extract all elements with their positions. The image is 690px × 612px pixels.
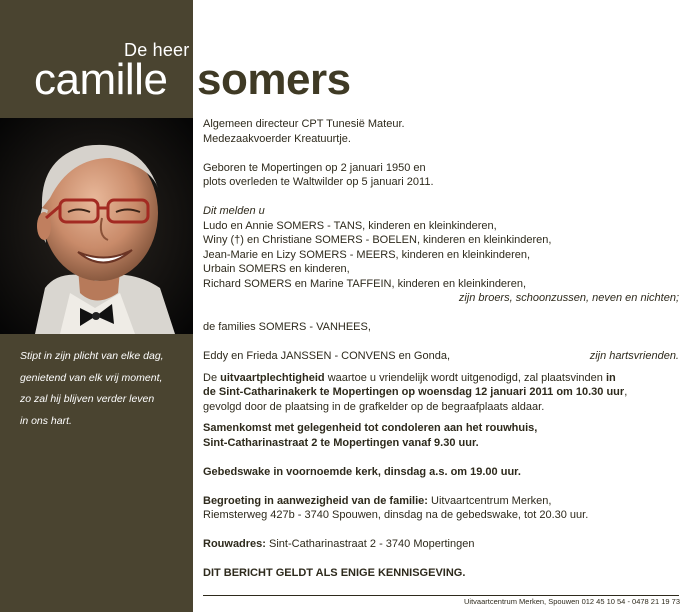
- announcement-body: [203, 117, 679, 581]
- memorial-quote: [20, 346, 188, 432]
- title-prefix: De heer: [124, 40, 190, 60]
- gathering-line: Samenkomst met gelegenheid tot condoleren aan het rouwhuis,: [203, 422, 538, 434]
- ceremony-keyword: uitvaartplechtigheid: [220, 371, 325, 384]
- bio-line: Medezaakvoerder Kreatuurtje.: [203, 132, 351, 145]
- friends-relation: zijn hartsvrienden.: [589, 350, 679, 362]
- quote-line: zo zal hij blijven verder leven: [20, 393, 155, 405]
- closing-notice: DIT BERICHT GELDT ALS ENIGE KENNISGEVING.: [203, 567, 466, 579]
- friends-line: Eddy en Frieda JANSSEN - CONVENS en Gonda,: [203, 350, 450, 362]
- divider: [203, 595, 679, 596]
- ceremony-datetime: de Sint-Catharinakerk te Mopertingen op woensdag 12 januari 2011 om 10.30 uur: [203, 386, 625, 398]
- address-value: Sint-Catharinastraat 2 - 3740 Mopertingen: [265, 538, 475, 550]
- first-name: camille: [34, 55, 168, 104]
- family-relation: zijn broers, schoonzussen, neven en nichten;: [458, 292, 679, 304]
- footer-text: Uitvaartcentrum Merken, Spouwen 012 45 10 54 - 0478 21 19 73: [464, 597, 680, 606]
- family-member: Urbain SOMERS en kinderen,: [203, 263, 350, 275]
- family-intro: Dit melden u: [203, 205, 265, 217]
- repose-line-2: Riemsterweg 427b - 3740 Spouwen, dinsdag na de gebedswake, tot 20.30 uur.: [203, 509, 589, 521]
- ceremony-text: in: [605, 371, 616, 384]
- ceremony-line-2: [203, 385, 679, 400]
- family-member: Ludo en Annie SOMERS - TANS, kinderen en kleinkinderen,: [203, 219, 497, 232]
- birth-line: Geboren te Mopertingen op 2 januari 1950 en: [203, 161, 426, 174]
- families-line: de families SOMERS - VANHEES,: [203, 321, 371, 333]
- ceremony-line-3: gevolgd door de plaatsing in de grafkelder op de begraafplaats aldaar.: [203, 400, 545, 413]
- quote-line: genietend van elk vrij moment,: [20, 371, 163, 384]
- repose-line-1: [203, 494, 679, 509]
- gathering-line: Sint-Catharinastraat 2 te Mopertingen vanaf 9.30 uur.: [203, 436, 479, 449]
- last-name: somers: [197, 55, 351, 104]
- family-member: Richard SOMERS en Marine TAFFEIN, kinderen en kleinkinderen,: [203, 277, 527, 290]
- quote-line: Stipt in zijn plicht van elke dag,: [20, 350, 164, 362]
- portrait-photo: [0, 118, 193, 334]
- quote-line: in ons hart.: [20, 414, 72, 427]
- portrait-icon: [0, 118, 193, 334]
- repose-label: Begroeting in aanwezigheid van de familie:: [203, 494, 428, 507]
- ceremony-text: ,: [624, 386, 628, 398]
- repose-value: Uitvaartcentrum Merken,: [427, 494, 552, 507]
- family-member: Jean-Marie en Lizy SOMERS - MEERS, kinderen en kleinkinderen,: [203, 248, 531, 261]
- ceremony-text: waartoe u vriendelijk wordt uitgenodigd, zal plaatsvinden: [324, 371, 606, 384]
- bio-line: Algemeen directeur CPT Tunesië Mateur.: [203, 118, 405, 130]
- family-member: Winy (†) en Christiane SOMERS - BOELEN, kinderen en kleinkinderen,: [203, 234, 552, 246]
- address-line: [203, 537, 679, 552]
- address-label: Rouwadres:: [203, 538, 266, 550]
- wake-line: Gebedswake in voornoemde kerk, dinsdag a.s. om 19.00 uur.: [203, 465, 521, 478]
- ceremony-text: De: [203, 371, 221, 384]
- friends-row: [203, 349, 679, 364]
- death-line: plots overleden te Waltwilder op 5 januari 2011.: [203, 176, 434, 188]
- ceremony-line-1: [203, 371, 679, 386]
